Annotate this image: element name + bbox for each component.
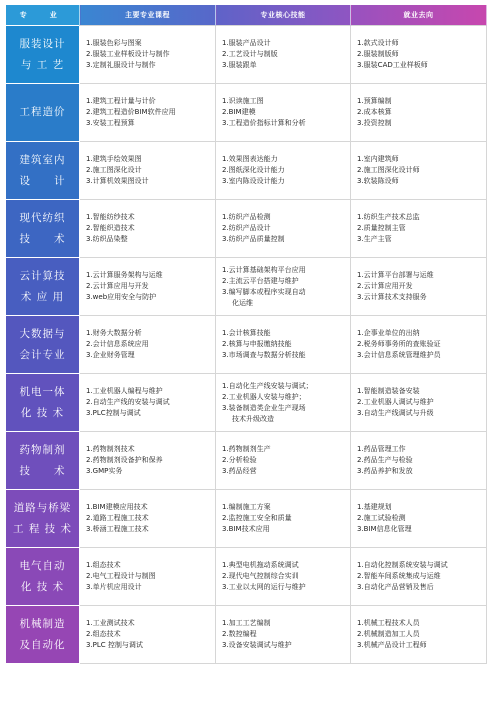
course-item: 2.施工图深化设计	[86, 166, 142, 174]
course-item: 1.建筑手绘效果图	[86, 155, 142, 163]
job-item: 1.基建规划	[357, 503, 392, 511]
skill-item: 2.现代电气控制综合实训	[222, 572, 299, 580]
skills-cell	[216, 258, 351, 316]
job-item: 3.软装陈设师	[357, 177, 399, 185]
job-item: 1.药品管理工作	[357, 445, 406, 453]
courses-cell	[80, 316, 216, 374]
course-item: 1.财务大数据分析	[86, 329, 142, 337]
courses-cell	[80, 432, 216, 490]
skill-item: 3.药品经营	[222, 467, 257, 475]
job-item: 1.自动化控制系统安装与调试	[357, 561, 448, 569]
courses-cell	[80, 26, 216, 84]
table-body	[6, 26, 487, 664]
skill-item: 1.纺织产品检测	[222, 213, 271, 221]
header-skills: 专业核心技能	[216, 5, 351, 26]
job-item: 2.施工试验检测	[357, 514, 406, 522]
course-item: 1.智能纺纱技术	[86, 213, 135, 221]
table-row	[6, 200, 487, 258]
course-item: 1.工业机器人编程与维护	[86, 387, 163, 395]
jobs-cell	[351, 84, 487, 142]
jobs-cell	[351, 200, 487, 258]
jobs-cell	[351, 606, 487, 664]
major-name-cell	[6, 200, 80, 258]
course-item: 3.定制礼服设计与制作	[86, 61, 156, 69]
jobs-cell	[351, 316, 487, 374]
major-name-cell	[6, 374, 80, 432]
course-item: 1.工业测试技术	[86, 619, 135, 627]
skill-item: 2.监控施工安全和质量	[222, 514, 292, 522]
skill-item: 3.工程造价指标计算和分析	[222, 119, 306, 127]
course-item: 1.服装色彩与图案	[86, 39, 142, 47]
course-item: 3.PLC 控制与调试	[86, 641, 143, 649]
job-item: 2.服装制版师	[357, 50, 399, 58]
skill-item: 2.图纸深化设计能力	[222, 166, 285, 174]
major-name-cell	[6, 316, 80, 374]
job-item: 2.工业机器人调试与维护	[357, 398, 434, 406]
job-item: 3.云计算技术支持服务	[357, 293, 427, 301]
skill-item: 3.服装跟单	[222, 61, 257, 69]
skill-item: 技术升级改造	[232, 414, 274, 423]
table-row	[6, 142, 487, 200]
skill-item: 1.识读施工图	[222, 97, 264, 105]
major-name: 道路与桥梁 工 程 技 术	[12, 501, 72, 535]
skill-item: 2.主流云平台搭建与维护	[222, 276, 299, 285]
job-item: 2.税务师事务所的查账验证	[357, 340, 441, 348]
course-item: 2.电气工程设计与制图	[86, 572, 156, 580]
course-item: 2.自动生产线的安装与调试	[86, 398, 170, 406]
job-item: 2.施工图深化设计师	[357, 166, 420, 174]
job-item: 3.会计信息系统管理维护员	[357, 351, 441, 359]
jobs-cell	[351, 432, 487, 490]
jobs-cell	[351, 374, 487, 432]
skill-item: 3.市场调查与数据分析技能	[222, 351, 306, 359]
course-item: 3.安装工程预算	[86, 119, 135, 127]
skill-item: 1.典型电机拖动系统调试	[222, 561, 299, 569]
skills-cell	[216, 200, 351, 258]
course-item: 3.计算机效果图设计	[86, 177, 149, 185]
job-item: 1.纺织生产技术总监	[357, 213, 420, 221]
skill-item: 3.纺织产品质量控制	[222, 235, 285, 243]
course-item: 1.BIM建模应用技术	[86, 503, 148, 511]
skills-cell	[216, 26, 351, 84]
table-header	[6, 5, 487, 26]
skill-item: 1.加工工艺编制	[222, 619, 271, 627]
job-item: 2.成本核算	[357, 108, 392, 116]
jobs-cell	[351, 26, 487, 84]
courses-cell	[80, 606, 216, 664]
table-row	[6, 432, 487, 490]
courses-cell	[80, 142, 216, 200]
course-item: 3.单片机应用设计	[86, 583, 142, 591]
job-item: 3.投资控制	[357, 119, 392, 127]
course-item: 2.道路工程施工技术	[86, 514, 149, 522]
table-row	[6, 548, 487, 606]
job-item: 2.药品生产与检验	[357, 456, 413, 464]
major-name-cell	[6, 490, 80, 548]
job-item: 3.机械产品设计工程师	[357, 641, 427, 649]
major-name: 电气自动 化 技 术	[19, 559, 66, 593]
skill-item: 3.设备安装调试与维护	[222, 641, 292, 649]
job-item: 3.服装CAD工业样板师	[357, 61, 428, 69]
skills-cell	[216, 606, 351, 664]
job-item: 3.生产主管	[357, 235, 392, 243]
course-item: 2.智能织造技术	[86, 224, 135, 232]
job-item: 1.企事业单位的出纳	[357, 329, 420, 337]
skill-item: 2.纺织产品设计	[222, 224, 271, 232]
major-name: 服装设计 与 工 艺	[19, 37, 66, 71]
table-row	[6, 374, 487, 432]
skill-item: 2.工业机器人安装与维护；	[222, 392, 306, 401]
job-item: 1.云计算平台部署与运维	[357, 271, 434, 279]
course-item: 2.组态技术	[86, 630, 121, 638]
course-item: 1.组态技术	[86, 561, 121, 569]
header-major: 专 业	[6, 5, 80, 26]
skill-item: 1.药物制剂生产	[222, 445, 271, 453]
job-item: 3.BIM信息化管理	[357, 525, 412, 533]
skill-item: 3.编写脚本或程序实现自动	[222, 287, 306, 296]
job-item: 2.云计算应用开发	[357, 282, 413, 290]
major-name: 大数据与 会计专业	[19, 327, 66, 361]
course-item: 3.GMP实务	[86, 467, 123, 475]
job-item: 3.自动生产线调试与升级	[357, 409, 434, 417]
table-row	[6, 258, 487, 316]
major-name: 云计算技 术 应 用	[19, 269, 66, 303]
major-name-cell	[6, 548, 80, 606]
course-item: 2.会计信息系统应用	[86, 340, 149, 348]
table-row	[6, 606, 487, 664]
course-item: 1.建筑工程计量与计价	[86, 97, 156, 105]
job-item: 3.药品养护和发放	[357, 467, 413, 475]
courses-cell	[80, 490, 216, 548]
courses-cell	[80, 84, 216, 142]
course-item: 3.桥涵工程施工技术	[86, 525, 149, 533]
course-item: 2.服装工业样板设计与制作	[86, 50, 170, 58]
job-item: 1.款式设计师	[357, 39, 399, 47]
header-jobs: 就业去向	[351, 5, 487, 26]
major-name-cell	[6, 142, 80, 200]
job-item: 1.室内建筑师	[357, 155, 399, 163]
skill-item: 1.效果图表达能力	[222, 155, 278, 163]
table-row	[6, 26, 487, 84]
skills-cell	[216, 548, 351, 606]
major-name: 机电一体 化 技 术	[19, 385, 66, 419]
major-name-cell	[6, 258, 80, 316]
jobs-cell	[351, 258, 487, 316]
major-name: 工程造价	[19, 106, 66, 118]
major-name: 机械制造 及自动化	[19, 617, 66, 651]
major-name: 现代纺织 技 术	[19, 211, 66, 245]
major-name-cell	[6, 26, 80, 84]
skill-item: 1.自动化生产线安装与调试；	[222, 381, 313, 390]
major-name-cell	[6, 432, 80, 490]
job-item: 1.智能制造装备安装	[357, 387, 420, 395]
skills-cell	[216, 432, 351, 490]
skill-item: 1.会计核算技能	[222, 329, 271, 337]
skill-item: 1.云计算基础架构平台应用	[222, 265, 306, 274]
majors-table	[5, 5, 487, 664]
skill-item: 1.服装产品设计	[222, 39, 271, 47]
course-item: 1.药物制剂技术	[86, 445, 135, 453]
skill-item: 3.BIM技术应用	[222, 525, 270, 533]
job-item: 3.自动化产品营销及售后	[357, 583, 434, 591]
major-name: 建筑室内 设 计	[19, 153, 66, 187]
skill-item: 3.工业以太网的运行与维护	[222, 583, 306, 591]
skill-item: 3.室内陈设设计能力	[222, 177, 285, 185]
courses-cell	[80, 200, 216, 258]
job-item: 2.质量控制主管	[357, 224, 406, 232]
course-item: 2.云计算应用与开发	[86, 282, 149, 290]
major-name-cell	[6, 606, 80, 664]
jobs-cell	[351, 490, 487, 548]
course-item: 3.web应用安全与防护	[86, 293, 157, 301]
course-item: 3.PLC控制与调试	[86, 409, 141, 417]
table-row	[6, 490, 487, 548]
table-row	[6, 84, 487, 142]
table-row	[6, 316, 487, 374]
course-item: 3.纺织品染整	[86, 235, 128, 243]
course-item: 2.药物制剂设备护和保养	[86, 456, 163, 464]
jobs-cell	[351, 548, 487, 606]
courses-cell	[80, 548, 216, 606]
course-item: 1.云计算服务架构与运维	[86, 271, 163, 279]
skill-item: 化运维	[232, 298, 253, 307]
skill-item: 2.BIM建模	[222, 108, 256, 116]
header-courses: 主要专业课程	[80, 5, 216, 26]
course-item: 3.企业财务管理	[86, 351, 135, 359]
jobs-cell	[351, 142, 487, 200]
job-item: 1.预算编制	[357, 97, 392, 105]
major-name: 药物制剂 技 术	[19, 443, 66, 477]
courses-cell	[80, 258, 216, 316]
job-item: 2.机械制造加工人员	[357, 630, 420, 638]
skill-item: 2.核算与申报缴纳技能	[222, 340, 292, 348]
major-name-cell	[6, 84, 80, 142]
skills-cell	[216, 490, 351, 548]
skills-cell	[216, 84, 351, 142]
skill-item: 2.数控编程	[222, 630, 257, 638]
skill-item: 2.工艺设计与制版	[222, 50, 278, 58]
skills-cell	[216, 374, 351, 432]
skill-item: 1.编制施工方案	[222, 503, 271, 511]
job-item: 2.智能车间系统集成与运维	[357, 572, 441, 580]
skill-item: 3.装备制造类企业生产现场	[222, 403, 306, 412]
job-item: 1.机械工程技术人员	[357, 619, 420, 627]
skill-item: 2.分析检验	[222, 456, 257, 464]
skills-cell	[216, 142, 351, 200]
skills-cell	[216, 316, 351, 374]
course-item: 2.建筑工程造价BIM软件应用	[86, 108, 176, 116]
courses-cell	[80, 374, 216, 432]
